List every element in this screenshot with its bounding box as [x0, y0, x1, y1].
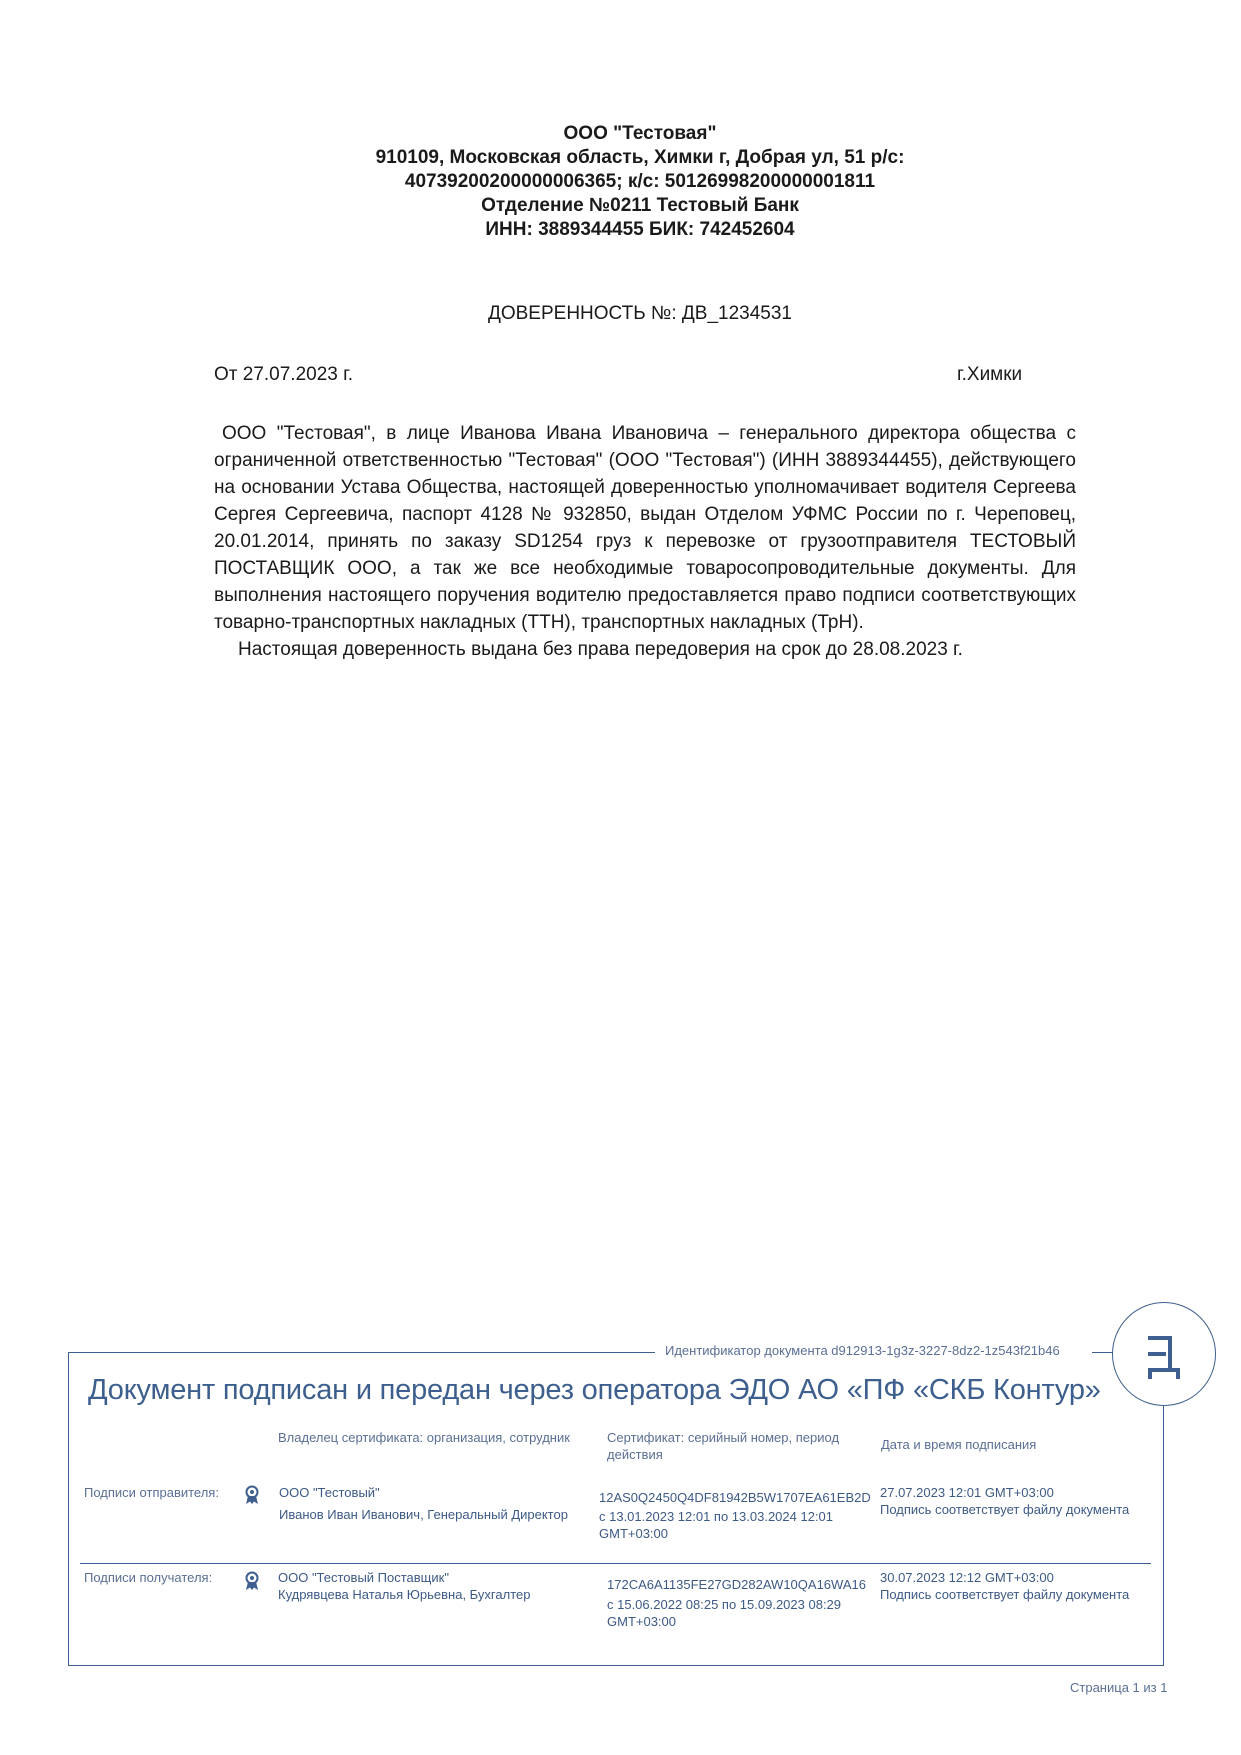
company-header	[200, 122, 1080, 242]
recipient-org: ООО "Тестовый Поставщик"	[278, 1570, 449, 1585]
column-owner-header: Владелец сертификата: организация, сотрудник	[278, 1430, 570, 1445]
rows-divider	[80, 1563, 1151, 1564]
stamp-top-border-left	[68, 1352, 655, 1353]
recipient-label: Подписи получателя:	[84, 1570, 213, 1585]
sender-person: Иванов Иван Иванович, Генеральный Директор	[279, 1507, 568, 1522]
sender-org: ООО "Тестовый"	[279, 1485, 380, 1500]
company-bank: Отделение №0211 Тестовый Банк	[481, 195, 799, 216]
kontur-logo-icon	[1112, 1302, 1216, 1406]
certificate-medal-icon	[244, 1485, 260, 1505]
document-body	[214, 420, 1076, 663]
company-name: ООО "Тестовая"	[563, 123, 717, 144]
document-city: г.Химки	[957, 364, 1023, 385]
document-identifier: Идентификатор документа d912913-1g3z-3227-8dz2-1z543f21b46	[665, 1343, 1060, 1358]
document-date: От 27.07.2023 г.	[214, 364, 354, 385]
page-number: Страница 1 из 1	[1070, 1680, 1168, 1695]
column-datetime-header: Дата и время подписания	[881, 1437, 1037, 1452]
sender-cert-period: с 13.01.2023 12:01 по 13.03.2024 12:01 GMT+03:00	[599, 1509, 834, 1541]
company-accounts: 40739200200000006365; к/с: 50126998200000001811	[404, 171, 876, 192]
company-address: 910109, Московская область, Химки г, Добрая ул, 51 р/с:	[375, 147, 905, 168]
recipient-person: Кудрявцева Наталья Юрьевна, Бухгалтер	[278, 1587, 531, 1602]
company-inn-bik: ИНН: 3889344455 БИК: 742452604	[485, 219, 795, 240]
certificate-medal-icon	[244, 1571, 260, 1591]
sender-signature-status: Подпись соответствует файлу документа	[880, 1502, 1130, 1517]
sender-label: Подписи отправителя:	[84, 1485, 219, 1500]
recipient-signed-at: 30.07.2023 12:12 GMT+03:00	[880, 1570, 1054, 1585]
recipient-cert-period: с 15.06.2022 08:25 по 15.09.2023 08:29 GMT+03:00	[607, 1597, 842, 1629]
body-paragraph-1: ООО "Тестовая", в лице Иванова Ивана Ивановича – генерального директора общества с ограниченной ответственностью "Тестовая" (ООО "Тестовая") (ИНН 3889344455), действующего на основании Устава Общества, настоящей доверенностью уполномачивает водителя Сергеева Сергея Сергеевича, паспорт 4128 № 932850, выдан Отделом УФМС России по г. Череповец, 20.01.2014, принять по заказу SD1254 груз к перевозке от грузоотправителя ТЕСТОВЫЙ ПОСТАВЩИК ООО, а так же все необходимые товаросопроводительные документы. Для выполнения настоящего поручения водителю предоставляется право подписи соответствующих товарно-транспортных накладных (ТТН), транспортных накладных (ТрН).	[214, 423, 1076, 633]
document-title: ДОВЕРЕННОСТЬ №: ДВ_1234531	[487, 303, 793, 324]
sender-cert-serial: 12AS0Q2450Q4DF81942B5W1707EA61EB2D	[599, 1490, 871, 1505]
recipient-cert-serial: 172CA6A1135FE27GD282AW10QA16WA16	[607, 1577, 866, 1592]
column-certificate-header: Сертификат: серийный номер, период действия	[607, 1430, 840, 1462]
sender-signed-at: 27.07.2023 12:01 GMT+03:00	[880, 1485, 1054, 1500]
stamp-title: Документ подписан и передан через оператора ЭДО АО «ПФ «СКБ Контур»	[88, 1374, 1101, 1406]
recipient-signature-status: Подпись соответствует файлу документа	[880, 1587, 1130, 1602]
body-paragraph-2: Настоящая доверенность выдана без права передоверия на срок до 28.08.2023 г.	[238, 639, 963, 660]
